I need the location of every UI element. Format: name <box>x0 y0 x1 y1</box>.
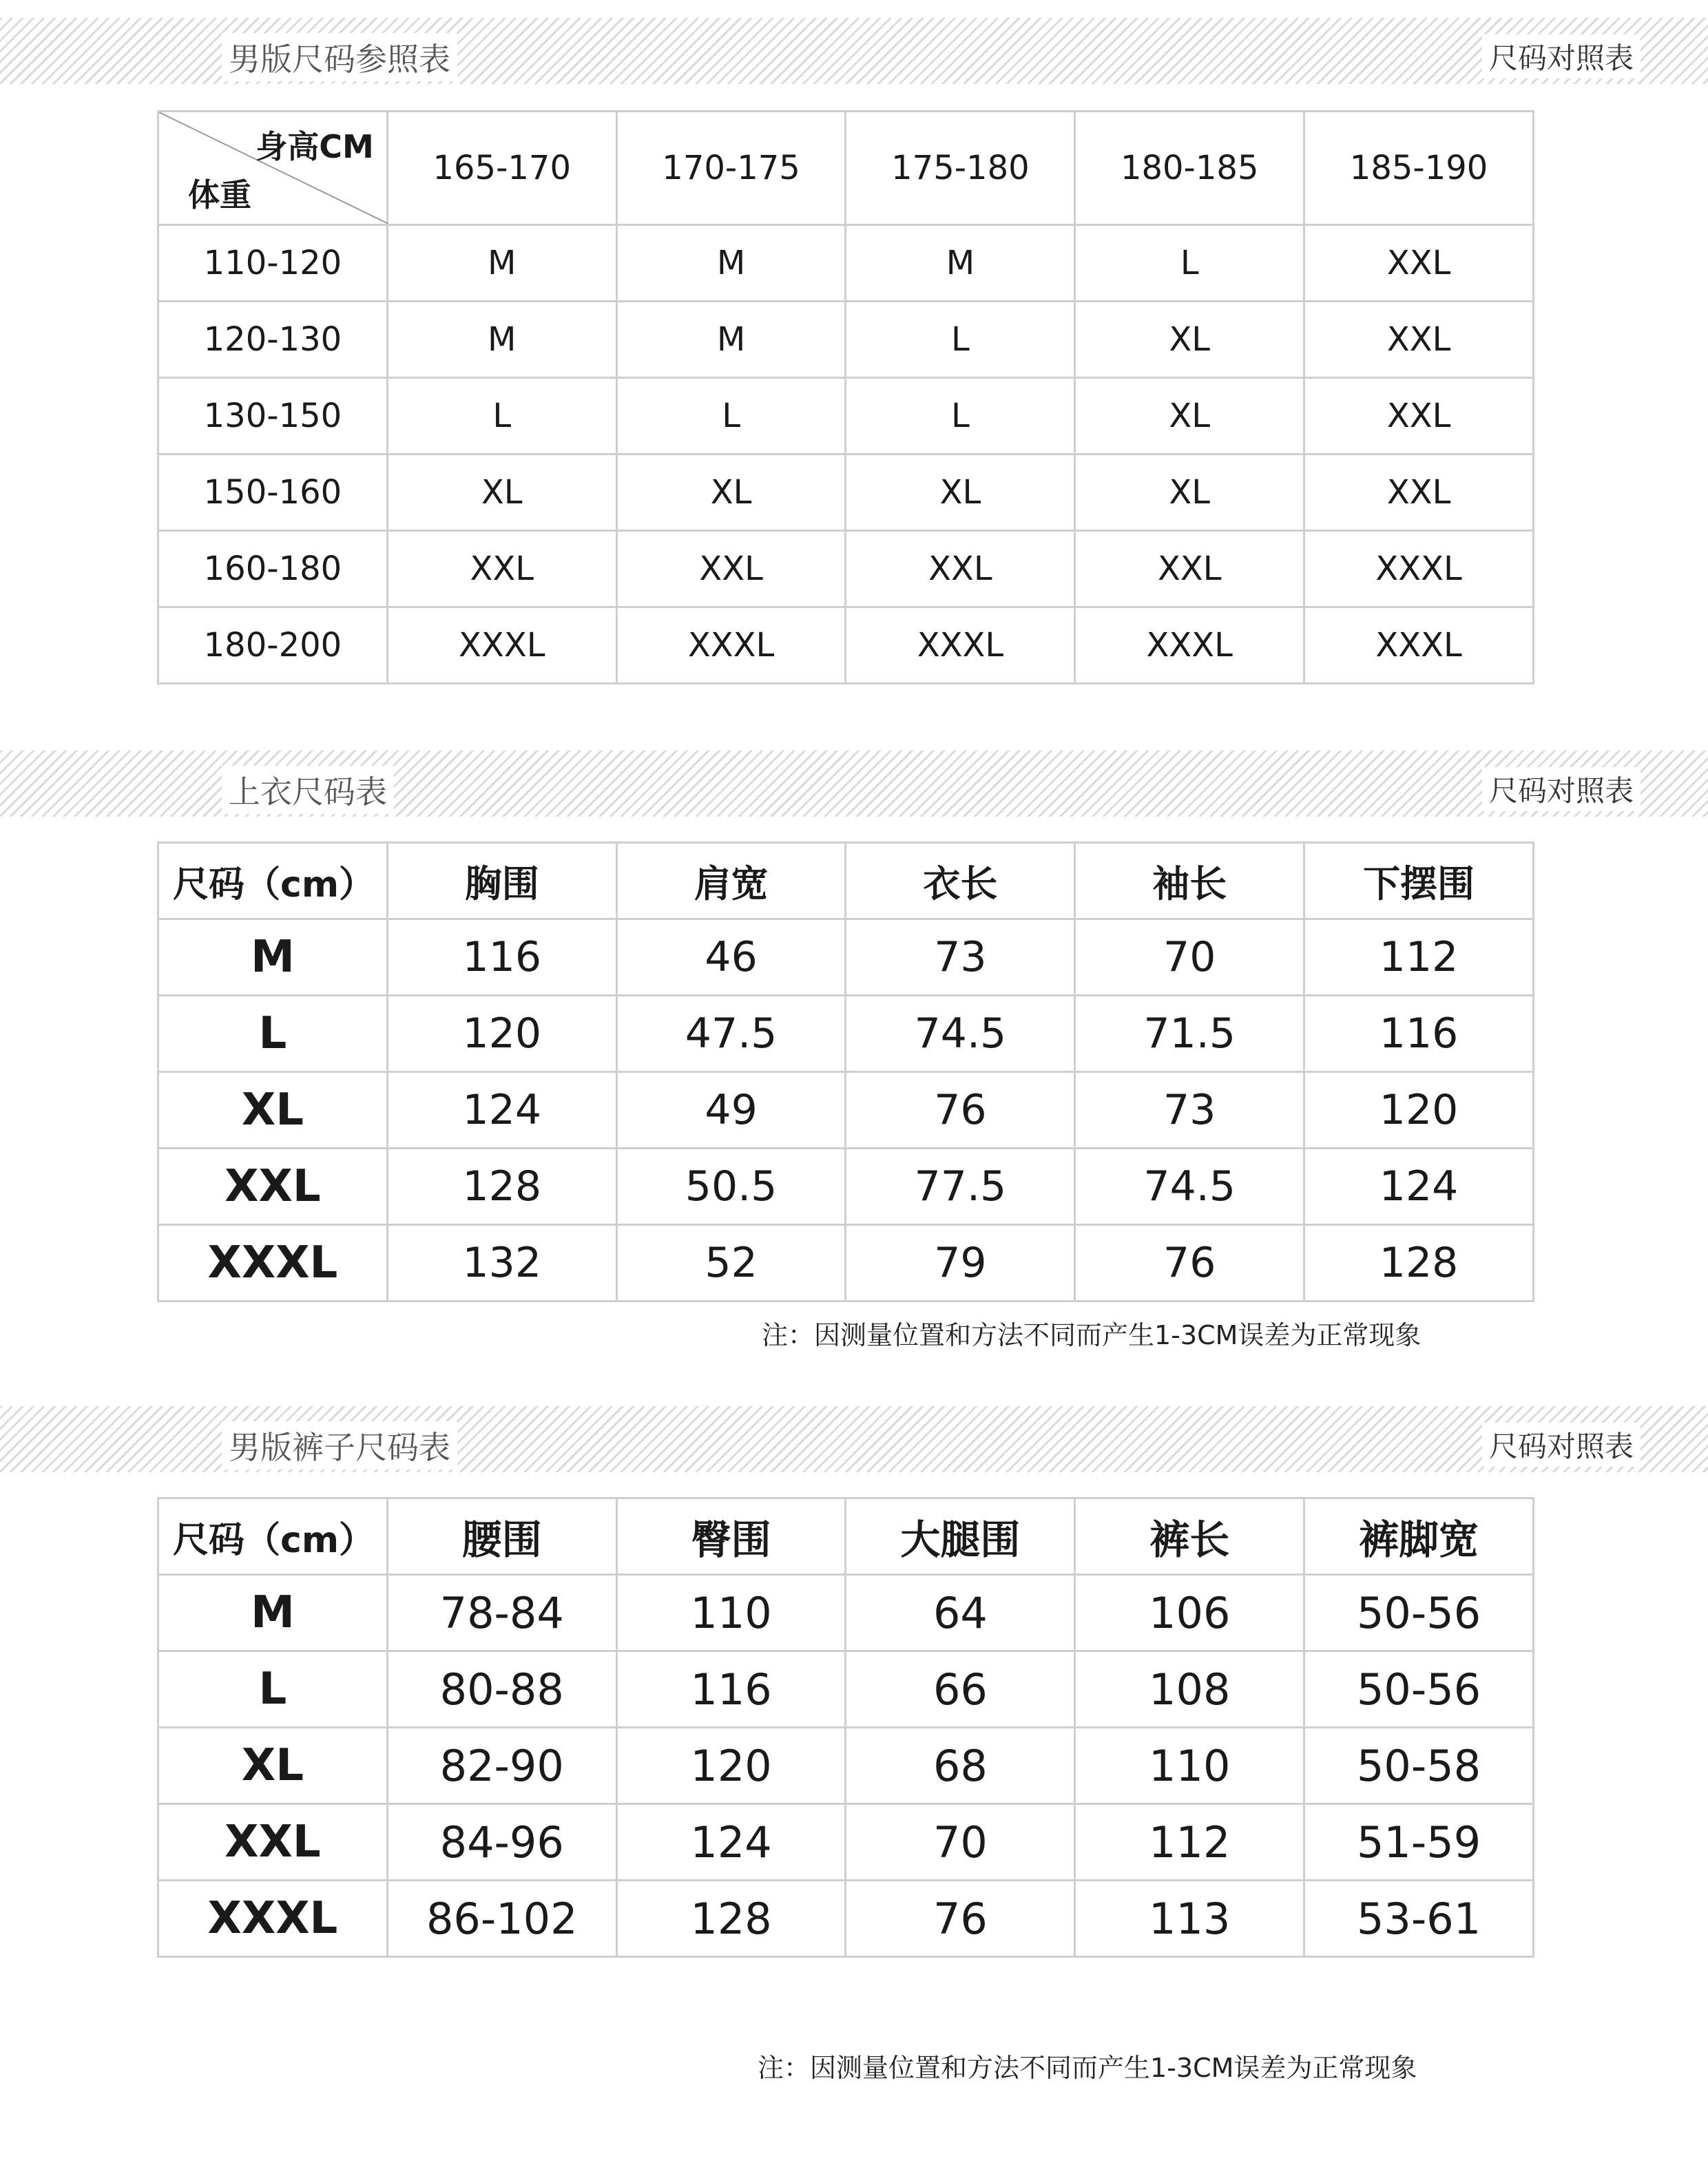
table-row <box>158 1651 1534 1728</box>
table-cell: 124 <box>616 1804 846 1881</box>
table-cell: 74.5 <box>1075 1149 1304 1225</box>
table-cell: 86-102 <box>387 1881 616 1957</box>
table-cell: 128 <box>1304 1225 1534 1301</box>
section2-title: 上衣尺码表 <box>222 766 394 814</box>
table-cell: XL <box>1075 454 1304 531</box>
table-cell: 76 <box>846 1881 1075 1957</box>
table-cell: XXL <box>616 531 846 607</box>
table-cell: XL <box>846 454 1075 531</box>
column-header: 胸围 <box>387 843 616 919</box>
table-row <box>158 225 1534 302</box>
corner-height-label: 身高CM <box>256 128 374 165</box>
table-cell: 49 <box>616 1072 846 1149</box>
table-cell: XXXL <box>1304 531 1534 607</box>
table-cell: 116 <box>387 919 616 996</box>
table-cell: 78-84 <box>387 1575 616 1651</box>
table-cell: 77.5 <box>846 1149 1075 1225</box>
row-label: L <box>158 1651 388 1728</box>
column-header: 肩宽 <box>616 843 846 919</box>
table-cell: M <box>616 302 846 378</box>
section3-title: 男版裤子尺码表 <box>222 1421 457 1470</box>
table-cell: 120 <box>387 996 616 1072</box>
section1-header <box>0 18 1708 84</box>
column-header: 180-185 <box>1075 112 1304 225</box>
table-cell: 74.5 <box>846 996 1075 1072</box>
table-cell: 50-58 <box>1304 1728 1534 1804</box>
table-cell: 120 <box>616 1728 846 1804</box>
top-size-table <box>157 841 1534 1302</box>
table-row <box>158 1072 1534 1149</box>
column-header: 165-170 <box>387 112 616 225</box>
row-label: XXXL <box>158 1881 388 1957</box>
table-cell: L <box>1075 225 1304 302</box>
table-cell: 52 <box>616 1225 846 1301</box>
table-cell: 71.5 <box>1075 996 1304 1072</box>
row-label: L <box>158 996 388 1072</box>
table-cell: XXL <box>1304 454 1534 531</box>
corner-weight-label: 体重 <box>188 176 251 213</box>
column-header: 腰围 <box>387 1498 616 1575</box>
row-label: 110-120 <box>158 225 388 302</box>
table-cell: XL <box>1075 378 1304 454</box>
table-cell: 132 <box>387 1225 616 1301</box>
table-cell: 106 <box>1075 1575 1304 1651</box>
table-row <box>158 1149 1534 1225</box>
section1-title: 男版尺码参照表 <box>222 33 457 81</box>
table-cell: M <box>387 302 616 378</box>
table-cell: XXXL <box>1304 607 1534 684</box>
table-cell: 116 <box>616 1651 846 1728</box>
table-cell: 124 <box>387 1072 616 1149</box>
table-cell: 73 <box>1075 1072 1304 1149</box>
table-cell: 108 <box>1075 1651 1304 1728</box>
table-cell: M <box>846 225 1075 302</box>
column-header: 下摆围 <box>1304 843 1534 919</box>
table-cell: 113 <box>1075 1881 1304 1957</box>
table-cell: XL <box>616 454 846 531</box>
table-cell: 110 <box>616 1575 846 1651</box>
table-cell: XXL <box>387 531 616 607</box>
column-header: 175-180 <box>846 112 1075 225</box>
row-label: 160-180 <box>158 531 388 607</box>
measurement-note: 注：因测量位置和方法不同而产生1-3CM误差为正常现象 <box>758 2053 1417 2083</box>
table-cell: 46 <box>616 919 846 996</box>
table-cell: 76 <box>1075 1225 1304 1301</box>
table-row <box>158 454 1534 531</box>
table-cell: 73 <box>846 919 1075 996</box>
row-label: M <box>158 919 388 996</box>
table-cell: XXXL <box>616 607 846 684</box>
table-cell: 64 <box>846 1575 1075 1651</box>
table-row <box>158 919 1534 996</box>
table-cell: XXXL <box>387 607 616 684</box>
table-cell: 70 <box>846 1804 1075 1881</box>
column-header: 185-190 <box>1304 112 1534 225</box>
table-row <box>158 1225 1534 1301</box>
table-cell: 124 <box>1304 1149 1534 1225</box>
table-cell: 112 <box>1075 1804 1304 1881</box>
column-header: 大腿围 <box>846 1498 1075 1575</box>
table-cell: 50-56 <box>1304 1575 1534 1651</box>
table-cell: 128 <box>616 1881 846 1957</box>
table-cell: XL <box>1075 302 1304 378</box>
column-header: 臀围 <box>616 1498 846 1575</box>
row-label: 130-150 <box>158 378 388 454</box>
section2-tag: 尺码对照表 <box>1482 767 1641 811</box>
table-row <box>158 1728 1534 1804</box>
table-cell: L <box>846 378 1075 454</box>
table-cell: 68 <box>846 1728 1075 1804</box>
table-header-row <box>158 1498 1534 1575</box>
table-cell: 66 <box>846 1651 1075 1728</box>
table-cell: 50.5 <box>616 1149 846 1225</box>
column-header: 袖长 <box>1075 843 1304 919</box>
table-cell: 80-88 <box>387 1651 616 1728</box>
row-label: XXL <box>158 1149 388 1225</box>
table-cell: XXL <box>846 531 1075 607</box>
size-column-header: 尺码（cm） <box>158 1498 388 1575</box>
section3-tag: 尺码对照表 <box>1482 1423 1641 1467</box>
row-label: M <box>158 1575 388 1651</box>
table-cell: M <box>616 225 846 302</box>
size-reference-table <box>157 110 1534 684</box>
measurement-note: 注：因测量位置和方法不同而产生1-3CM误差为正常现象 <box>762 1320 1421 1350</box>
table-cell: L <box>616 378 846 454</box>
row-label: 120-130 <box>158 302 388 378</box>
table-cell: XXXL <box>846 607 1075 684</box>
section3-header <box>0 1406 1708 1472</box>
size-column-header: 尺码（cm） <box>158 843 388 919</box>
table-cell: XXXL <box>1075 607 1304 684</box>
table-header-row <box>158 843 1534 919</box>
table-row <box>158 302 1534 378</box>
column-header: 衣长 <box>846 843 1075 919</box>
column-header: 170-175 <box>616 112 846 225</box>
table-cell: 51-59 <box>1304 1804 1534 1881</box>
table-header-row <box>158 112 1534 225</box>
table-cell: XL <box>387 454 616 531</box>
row-label: XL <box>158 1728 388 1804</box>
table-cell: 79 <box>846 1225 1075 1301</box>
table-cell: 47.5 <box>616 996 846 1072</box>
table-row <box>158 1575 1534 1651</box>
corner-cell <box>158 112 388 225</box>
table-row <box>158 531 1534 607</box>
row-label: XXXL <box>158 1225 388 1301</box>
table-cell: L <box>846 302 1075 378</box>
table-cell: 120 <box>1304 1072 1534 1149</box>
row-label: XXL <box>158 1804 388 1881</box>
table-cell: 82-90 <box>387 1728 616 1804</box>
section2-header <box>0 751 1708 817</box>
table-cell: 76 <box>846 1072 1075 1149</box>
table-row <box>158 1804 1534 1881</box>
row-label: 180-200 <box>158 607 388 684</box>
table-cell: M <box>387 225 616 302</box>
table-row <box>158 607 1534 684</box>
table-cell: XXL <box>1304 225 1534 302</box>
row-label: 150-160 <box>158 454 388 531</box>
table-cell: XXL <box>1075 531 1304 607</box>
row-label: XL <box>158 1072 388 1149</box>
table-row <box>158 1881 1534 1957</box>
table-cell: 84-96 <box>387 1804 616 1881</box>
table-cell: 128 <box>387 1149 616 1225</box>
table-cell: XXL <box>1304 378 1534 454</box>
table-cell: 70 <box>1075 919 1304 996</box>
table-cell: XXL <box>1304 302 1534 378</box>
table-row <box>158 378 1534 454</box>
table-cell: 110 <box>1075 1728 1304 1804</box>
table-cell: L <box>387 378 616 454</box>
table-row <box>158 996 1534 1072</box>
section1-tag: 尺码对照表 <box>1482 34 1641 79</box>
table-cell: 53-61 <box>1304 1881 1534 1957</box>
column-header: 裤长 <box>1075 1498 1304 1575</box>
column-header: 裤脚宽 <box>1304 1498 1534 1575</box>
table-cell: 112 <box>1304 919 1534 996</box>
table-cell: 116 <box>1304 996 1534 1072</box>
pants-size-table <box>157 1497 1534 1958</box>
table-cell: 50-56 <box>1304 1651 1534 1728</box>
